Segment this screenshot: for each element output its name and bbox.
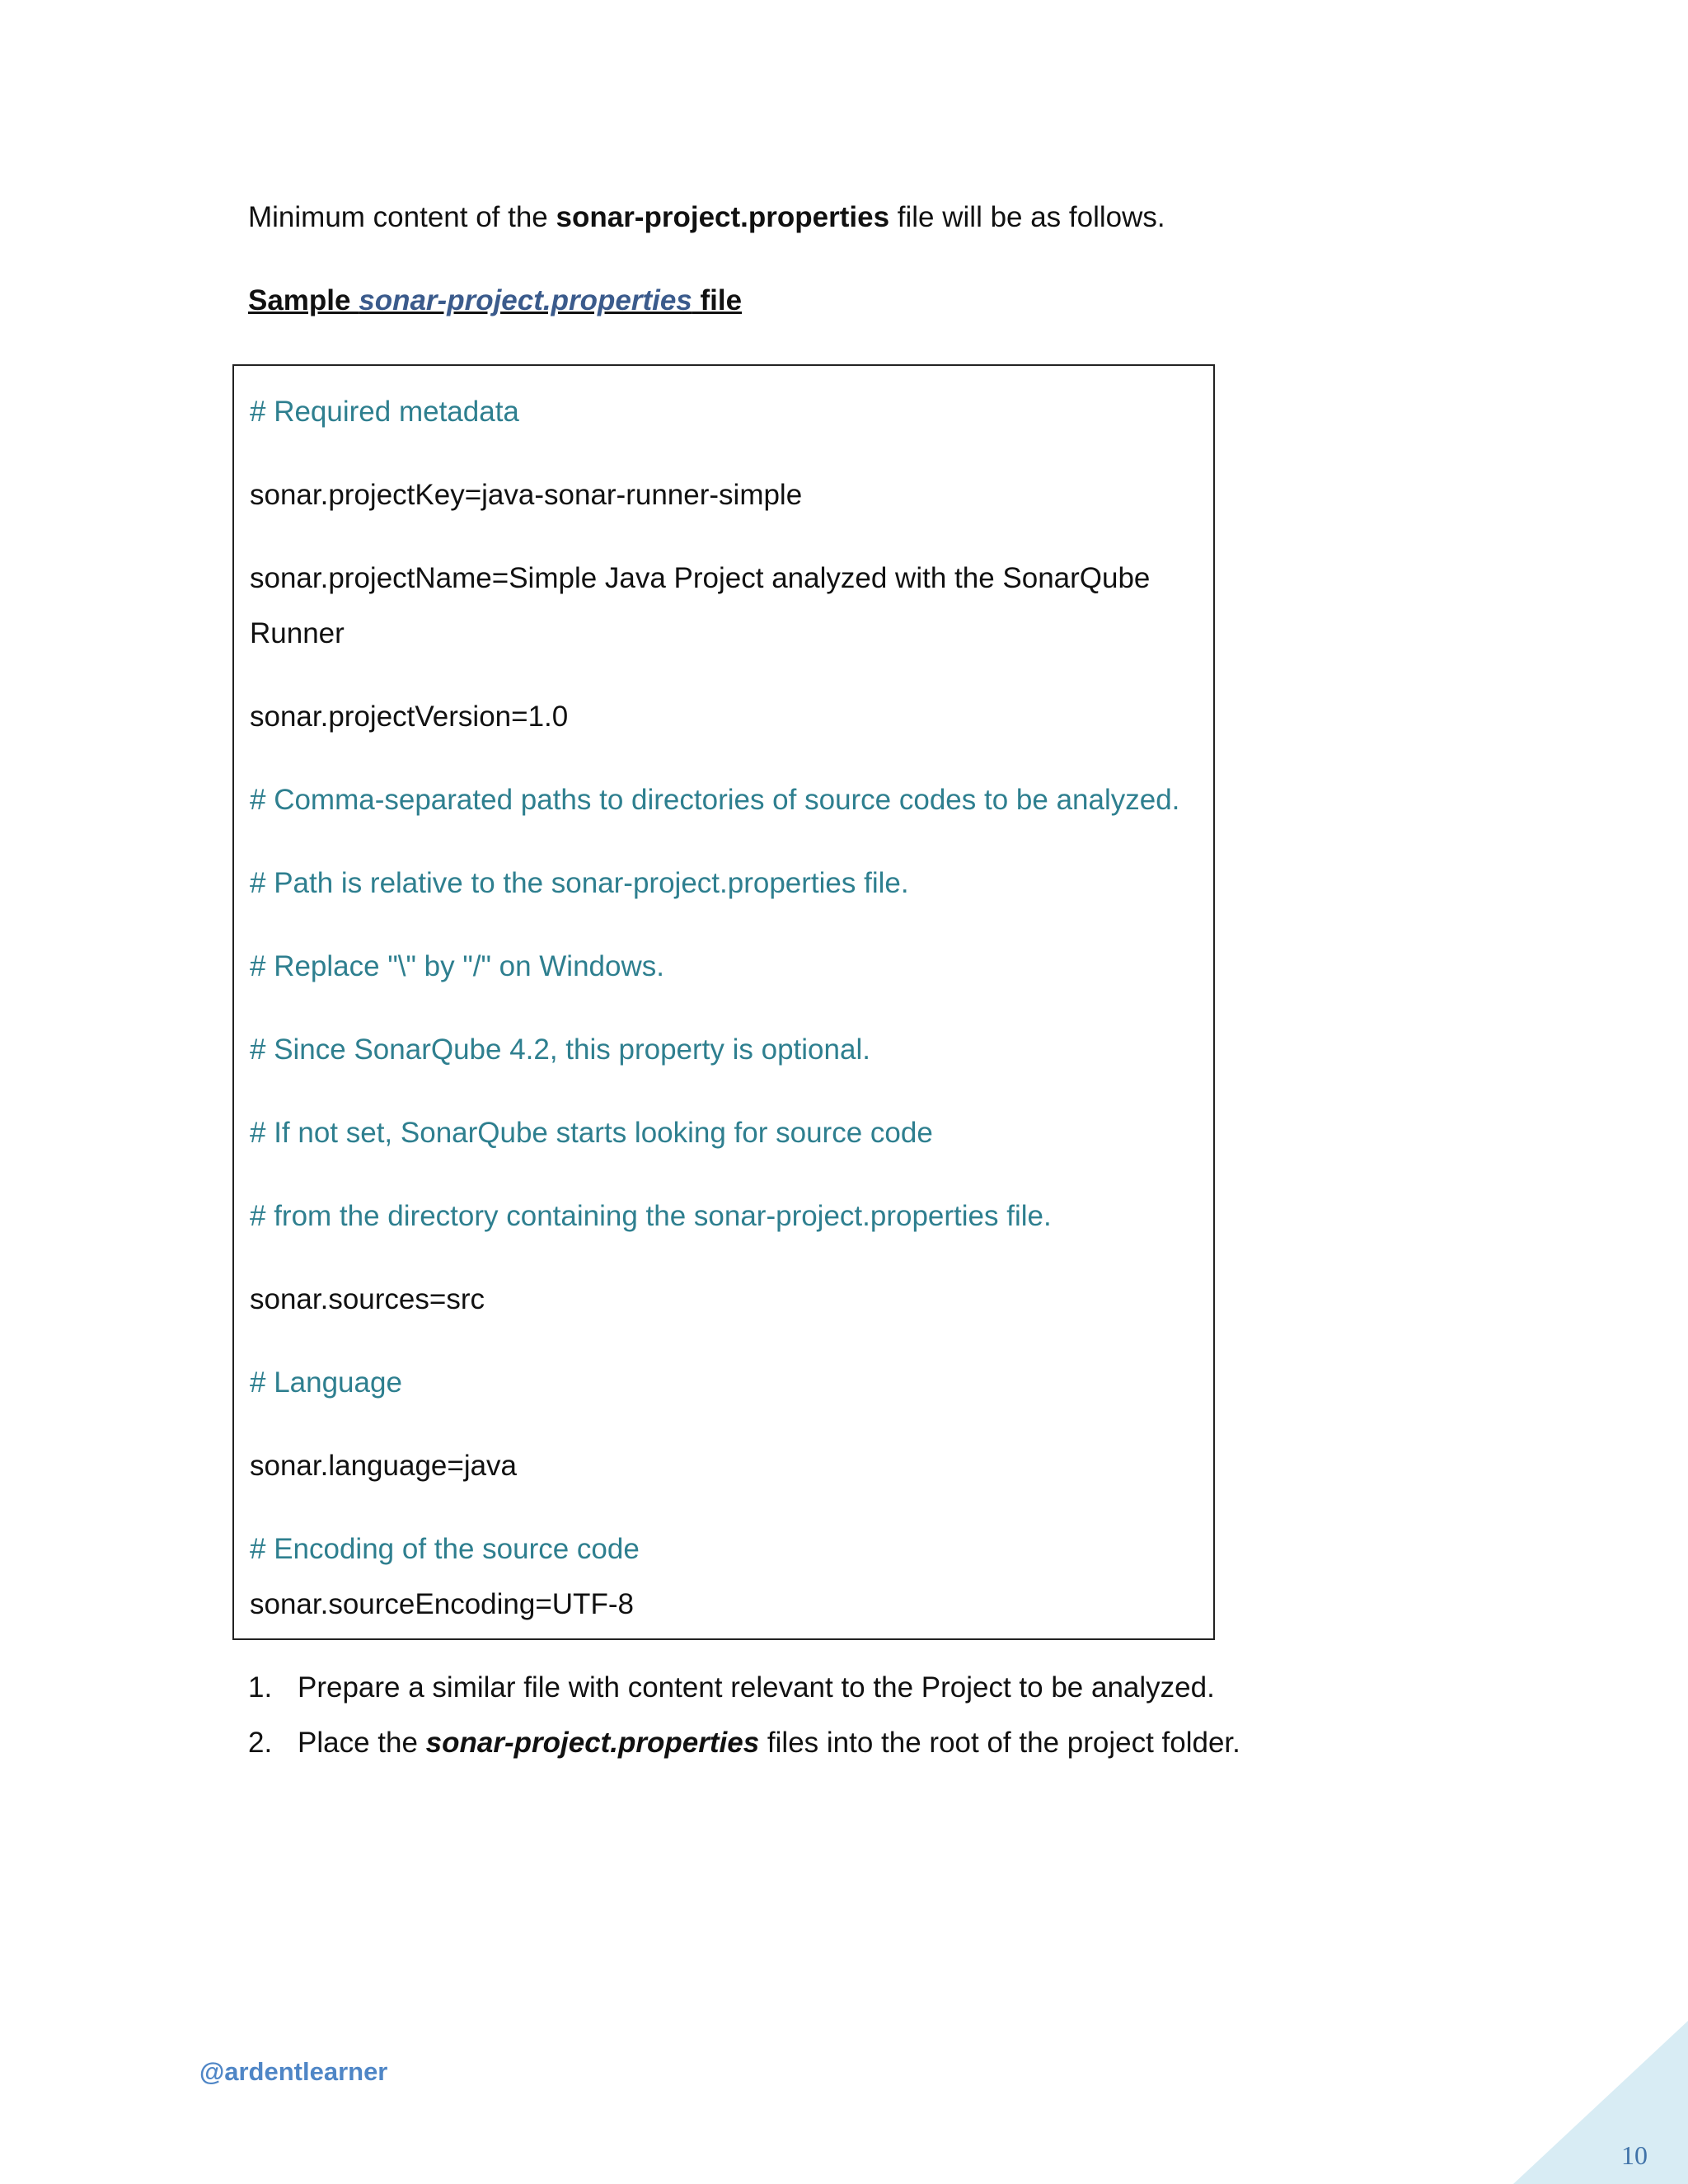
- code-line: # Since SonarQube 4.2, this property is optional.: [250, 1033, 870, 1066]
- step-text-suffix: files into the root of the project folder.: [759, 1727, 1240, 1759]
- step-number: 2.: [248, 1727, 273, 1759]
- intro-filename: sonar-project.properties: [556, 201, 890, 233]
- sample-heading: [248, 281, 742, 321]
- page-number: 10: [1621, 2140, 1648, 2170]
- code-line: # from the directory containing the sonar-project.properties file.: [250, 1200, 1052, 1232]
- code-line: # Comma-separated paths to directories of source codes to be analyzed.: [250, 784, 1180, 816]
- code-line: sonar.sources=src: [250, 1283, 485, 1315]
- code-line: Runner: [250, 617, 345, 649]
- code-line: sonar.language=java: [250, 1450, 518, 1482]
- code-line: # Required metadata: [250, 396, 519, 428]
- code-line: # Path is relative to the sonar-project.properties file.: [250, 867, 909, 899]
- author-watermark: @ardentlearner: [199, 2057, 388, 2086]
- steps-list: [248, 1668, 1240, 1779]
- list-item: [248, 1723, 1240, 1779]
- intro-prefix: Minimum content of the: [248, 201, 556, 233]
- intro-paragraph: [248, 198, 1165, 237]
- code-line: # Language: [250, 1366, 402, 1399]
- corner-decoration: [1513, 2021, 1688, 2184]
- code-line: sonar.projectKey=java-sonar-runner-simple: [250, 479, 803, 511]
- sample-heading-prefix: Sample: [248, 284, 359, 316]
- code-line: # Replace "\" by "/" on Windows.: [250, 950, 664, 982]
- code-line: # If not set, SonarQube starts looking for source code: [250, 1117, 933, 1149]
- step-text: Prepare a similar file with content relevant to the Project to be analyzed.: [298, 1671, 1215, 1704]
- step-number: 1.: [248, 1671, 273, 1704]
- step-text: Place the: [298, 1727, 426, 1759]
- code-line: sonar.sourceEncoding=UTF-8: [250, 1588, 634, 1620]
- code-line: # Encoding of the source code: [250, 1533, 640, 1565]
- code-sample-box: [232, 364, 1215, 1640]
- sample-heading-suffix: file: [692, 284, 743, 316]
- code-line: sonar.projectVersion=1.0: [250, 701, 569, 733]
- list-item: [248, 1668, 1240, 1723]
- step-emphasis: sonar-project.properties: [425, 1727, 760, 1759]
- sample-heading-filename: sonar-project.properties: [359, 284, 692, 316]
- code-line: sonar.projectName=Simple Java Project analyzed with the SonarQube: [250, 562, 1151, 594]
- intro-suffix: file will be as follows.: [889, 201, 1165, 233]
